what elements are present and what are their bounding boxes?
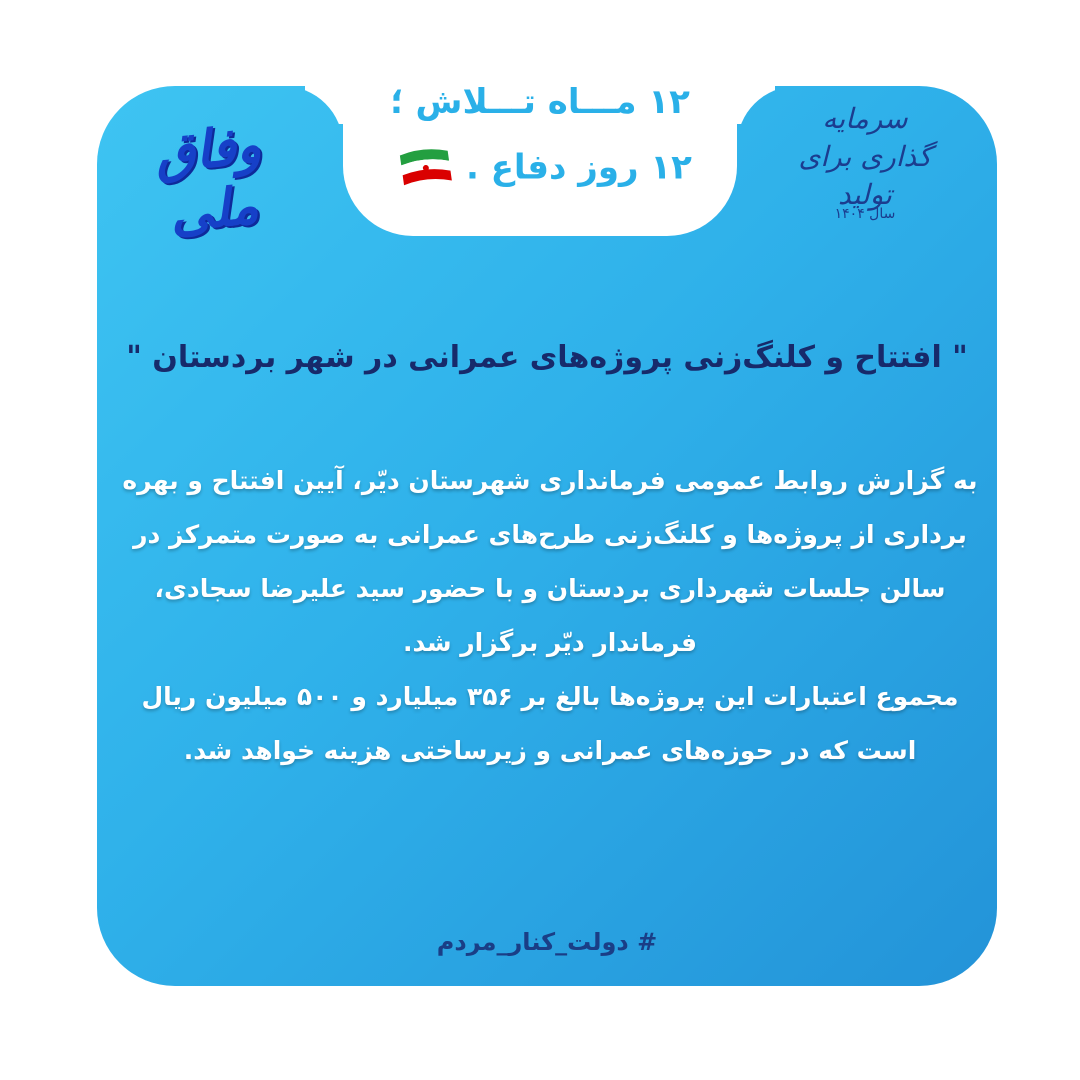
- header-title-line2-text: ۱۲ روز دفاع .: [465, 147, 692, 188]
- body-line: به گزارش روابط عمومی فرمانداری شهرستان دیّر، آیین افتتاح و بهره: [122, 466, 978, 495]
- hashtag: # دولت_کنار_مردم: [436, 928, 658, 956]
- body-line: سالن جلسات شهرداری بردستان و با حضور سید علیرضا سجادی،: [154, 574, 946, 603]
- body-line: است که در حوزه‌های عمرانی و زیرساختی هزینه خواهد شد.: [183, 736, 917, 765]
- news-headline: " افتتاح و کلنگ‌زنی پروژه‌های عمرانی در شهر بردستان ": [126, 340, 968, 375]
- body-line: برداری از پروژه‌ها و کلنگ‌زنی طرح‌های عمرانی به صورت متمرکز در: [133, 520, 967, 549]
- header-notch: [343, 50, 737, 236]
- iran-flag-icon: [395, 142, 457, 195]
- body-line: فرماندار دیّر برگزار شد.: [403, 628, 697, 657]
- header-title-line1: ۱۲ مـــاه تـــلاش ؛: [390, 82, 690, 122]
- vefagh-melli-logo: وفاق ملی: [151, 114, 264, 245]
- body-line: مجموع اعتبارات این پروژه‌ها بالغ بر ۳۵۶ میلیارد و ۵۰۰ میلیون ریال: [141, 682, 959, 711]
- year-slogan-year: سال ۱۴۰۴: [834, 206, 896, 222]
- header-title-line2: [343, 146, 737, 192]
- news-body: [120, 454, 980, 778]
- year-slogan-logo: سرمایه گذاری برای تولید: [798, 102, 932, 211]
